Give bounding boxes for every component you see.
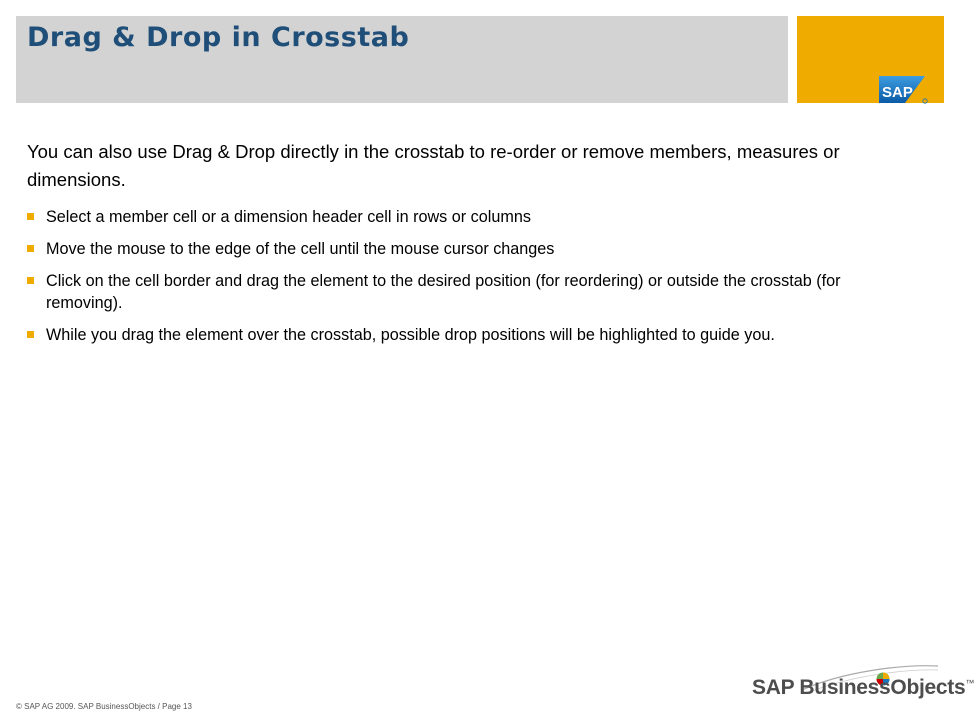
businessobjects-logo: [752, 662, 974, 712]
bullet-list: [27, 206, 907, 346]
bullet-text: Click on the cell border and drag the element to the desired position (for reordering) or outside the crosstab (for removing).: [46, 272, 841, 312]
bullet-text: Move the mouse to the edge of the cell until the mouse cursor changes: [46, 240, 555, 258]
slide-content: [27, 138, 907, 356]
svg-text:SAP: SAP: [882, 84, 913, 101]
bullet-item: [27, 206, 907, 228]
bullet-text: While you drag the element over the crosstab, possible drop positions will be highlighted to guide you.: [46, 326, 775, 344]
square-bullet-icon: [27, 213, 34, 220]
businessobjects-wordmark: SAP BusinessObjects™: [752, 676, 974, 699]
bullet-item: [27, 324, 907, 346]
bullet-item: [27, 238, 907, 260]
footer-text: © SAP AG 2009. SAP BusinessObjects / Page 13: [16, 702, 192, 711]
bullet-item: [27, 270, 907, 314]
square-bullet-icon: [27, 277, 34, 284]
slide-title: Drag & Drop in Crosstab: [27, 22, 410, 53]
intro-paragraph: You can also use Drag & Drop directly in the crosstab to re-order or remove members, measures or dimensions.: [27, 141, 840, 190]
square-bullet-icon: [27, 331, 34, 338]
bullet-text: Select a member cell or a dimension header cell in rows or columns: [46, 208, 531, 226]
square-bullet-icon: [27, 245, 34, 252]
sap-logo: [879, 73, 929, 105]
